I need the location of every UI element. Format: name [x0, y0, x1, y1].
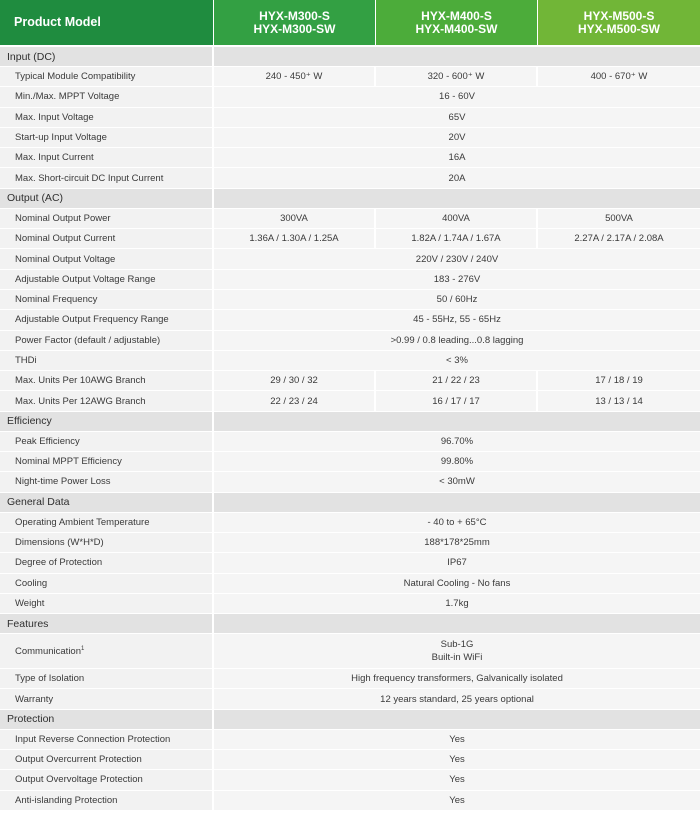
row-value: 240 - 450⁺ W [214, 67, 376, 87]
row-value: 20A [214, 168, 700, 188]
row-value: 1.82A / 1.74A / 1.67A [376, 229, 538, 249]
table-row [0, 730, 700, 750]
row-label: Nominal Output Current [0, 229, 214, 249]
table-row [0, 310, 700, 330]
row-label: Power Factor (default / adjustable) [0, 331, 214, 351]
row-value: - 40 to + 65°C [214, 513, 700, 533]
section-title: Features [0, 614, 214, 634]
row-label: Nominal MPPT Efficiency [0, 452, 214, 472]
row-value: 400 - 670⁺ W [538, 67, 700, 87]
table-row [0, 391, 700, 411]
row-label: Min./Max. MPPT Voltage [0, 87, 214, 107]
row-label: Output Overvoltage Protection [0, 770, 214, 790]
table-row [0, 148, 700, 168]
row-value: 21 / 22 / 23 [376, 371, 538, 391]
model-header-m400 [376, 0, 538, 47]
row-value: < 30mW [214, 472, 700, 492]
section-efficiency [0, 412, 700, 432]
row-value: 1.36A / 1.30A / 1.25A [214, 229, 376, 249]
row-label: Max. Short-circuit DC Input Current [0, 168, 214, 188]
row-value: 13 / 13 / 14 [538, 391, 700, 411]
table-row [0, 371, 700, 391]
row-label: Adjustable Output Voltage Range [0, 270, 214, 290]
row-value: Yes [214, 770, 700, 790]
row-value: 16A [214, 148, 700, 168]
table-row [0, 770, 700, 790]
row-label: Degree of Protection [0, 553, 214, 573]
row-label: Nominal Output Power [0, 209, 214, 229]
table-row [0, 87, 700, 107]
row-label: Dimensions (W*H*D) [0, 533, 214, 553]
communication-label: Communication [15, 645, 81, 657]
row-value [214, 634, 700, 669]
row-value: IP67 [214, 553, 700, 573]
section-title: Efficiency [0, 412, 214, 432]
table-row [0, 533, 700, 553]
table-row [0, 432, 700, 452]
row-value: 12 years standard, 25 years optional [214, 689, 700, 709]
section-title: Input (DC) [0, 47, 214, 67]
table-row [0, 351, 700, 371]
table-row [0, 290, 700, 310]
model-header-m500 [538, 0, 700, 47]
row-label: Cooling [0, 574, 214, 594]
footnote-marker: 1 [81, 645, 85, 652]
row-value: 29 / 30 / 32 [214, 371, 376, 391]
row-label: THDi [0, 351, 214, 371]
section-title: General Data [0, 493, 214, 513]
row-value: 50 / 60Hz [214, 290, 700, 310]
row-value: 45 - 55Hz, 55 - 65Hz [214, 310, 700, 330]
table-row [0, 331, 700, 351]
table-row [0, 67, 700, 87]
section-protection [0, 710, 700, 730]
row-value: < 3% [214, 351, 700, 371]
table-row [0, 472, 700, 492]
model-name: HYX-M400-S [421, 8, 492, 23]
row-label: Input Reverse Connection Protection [0, 730, 214, 750]
row-value: 1.7kg [214, 594, 700, 614]
row-value: Natural Cooling - No fans [214, 574, 700, 594]
table-row [0, 452, 700, 472]
table-row [0, 750, 700, 770]
table-row [0, 108, 700, 128]
row-label: Night-time Power Loss [0, 472, 214, 492]
row-label: Start-up Input Voltage [0, 128, 214, 148]
section-general-data [0, 493, 700, 513]
table-row [0, 128, 700, 148]
table-row [0, 249, 700, 269]
row-label: Max. Input Current [0, 148, 214, 168]
row-label: Output Overcurrent Protection [0, 750, 214, 770]
row-value: Yes [214, 750, 700, 770]
row-value: 96.70% [214, 432, 700, 452]
table-row [0, 229, 700, 249]
row-label: Nominal Output Voltage [0, 249, 214, 269]
table-row [0, 168, 700, 188]
table-row [0, 553, 700, 573]
section-input-dc [0, 47, 700, 67]
table-row [0, 689, 700, 709]
row-value: 320 - 600⁺ W [376, 67, 538, 87]
communication-value: Built-in WiFi [431, 652, 483, 664]
row-value: 300VA [214, 209, 376, 229]
row-label: Max. Units Per 12AWG Branch [0, 391, 214, 411]
row-value: 16 - 60V [214, 87, 700, 107]
model-name: HYX-M300-S [259, 8, 330, 23]
row-label: Peak Efficiency [0, 432, 214, 452]
model-name-sw: HYX-M300-SW [253, 21, 336, 36]
row-label: Nominal Frequency [0, 290, 214, 310]
row-label: Warranty [0, 689, 214, 709]
table-row [0, 270, 700, 290]
row-label: Max. Units Per 10AWG Branch [0, 371, 214, 391]
row-label: Adjustable Output Frequency Range [0, 310, 214, 330]
row-value: Yes [214, 730, 700, 750]
table-row [0, 513, 700, 533]
row-label: Max. Input Voltage [0, 108, 214, 128]
row-value: 2.27A / 2.17A / 2.08A [538, 229, 700, 249]
row-value: 16 / 17 / 17 [376, 391, 538, 411]
row-label: Operating Ambient Temperature [0, 513, 214, 533]
row-value: 188*178*25mm [214, 533, 700, 553]
row-value: 22 / 23 / 24 [214, 391, 376, 411]
section-title: Output (AC) [0, 189, 214, 209]
table-row [0, 791, 700, 811]
row-label: Weight [0, 594, 214, 614]
row-value: 65V [214, 108, 700, 128]
table-row [0, 209, 700, 229]
section-features [0, 614, 700, 634]
table-row [0, 594, 700, 614]
product-model-header: Product Model [0, 0, 214, 47]
row-label: Type of Isolation [0, 669, 214, 689]
row-value: Yes [214, 791, 700, 811]
row-value: 17 / 18 / 19 [538, 371, 700, 391]
row-value: 500VA [538, 209, 700, 229]
row-label: Anti-islanding Protection [0, 791, 214, 811]
row-value: 183 - 276V [214, 270, 700, 290]
row-value: High frequency transformers, Galvanically isolated [214, 669, 700, 689]
row-label: Typical Module Compatibility [0, 67, 214, 87]
row-value: 20V [214, 128, 700, 148]
table-row [0, 669, 700, 689]
header-row [0, 0, 700, 47]
model-name-sw: HYX-M500-SW [577, 21, 660, 36]
model-name-sw: HYX-M400-SW [415, 21, 498, 36]
communication-value: Sub-1G [440, 639, 474, 651]
section-title: Protection [0, 710, 214, 730]
model-header-m300 [214, 0, 376, 47]
row-value: 220V / 230V / 240V [214, 249, 700, 269]
row-value: 99.80% [214, 452, 700, 472]
model-name: HYX-M500-S [583, 8, 655, 23]
row-value: >0.99 / 0.8 leading...0.8 lagging [214, 331, 700, 351]
row-label [0, 634, 214, 669]
table-row [0, 574, 700, 594]
table-row [0, 634, 700, 669]
row-value: 400VA [376, 209, 538, 229]
section-output-ac [0, 189, 700, 209]
